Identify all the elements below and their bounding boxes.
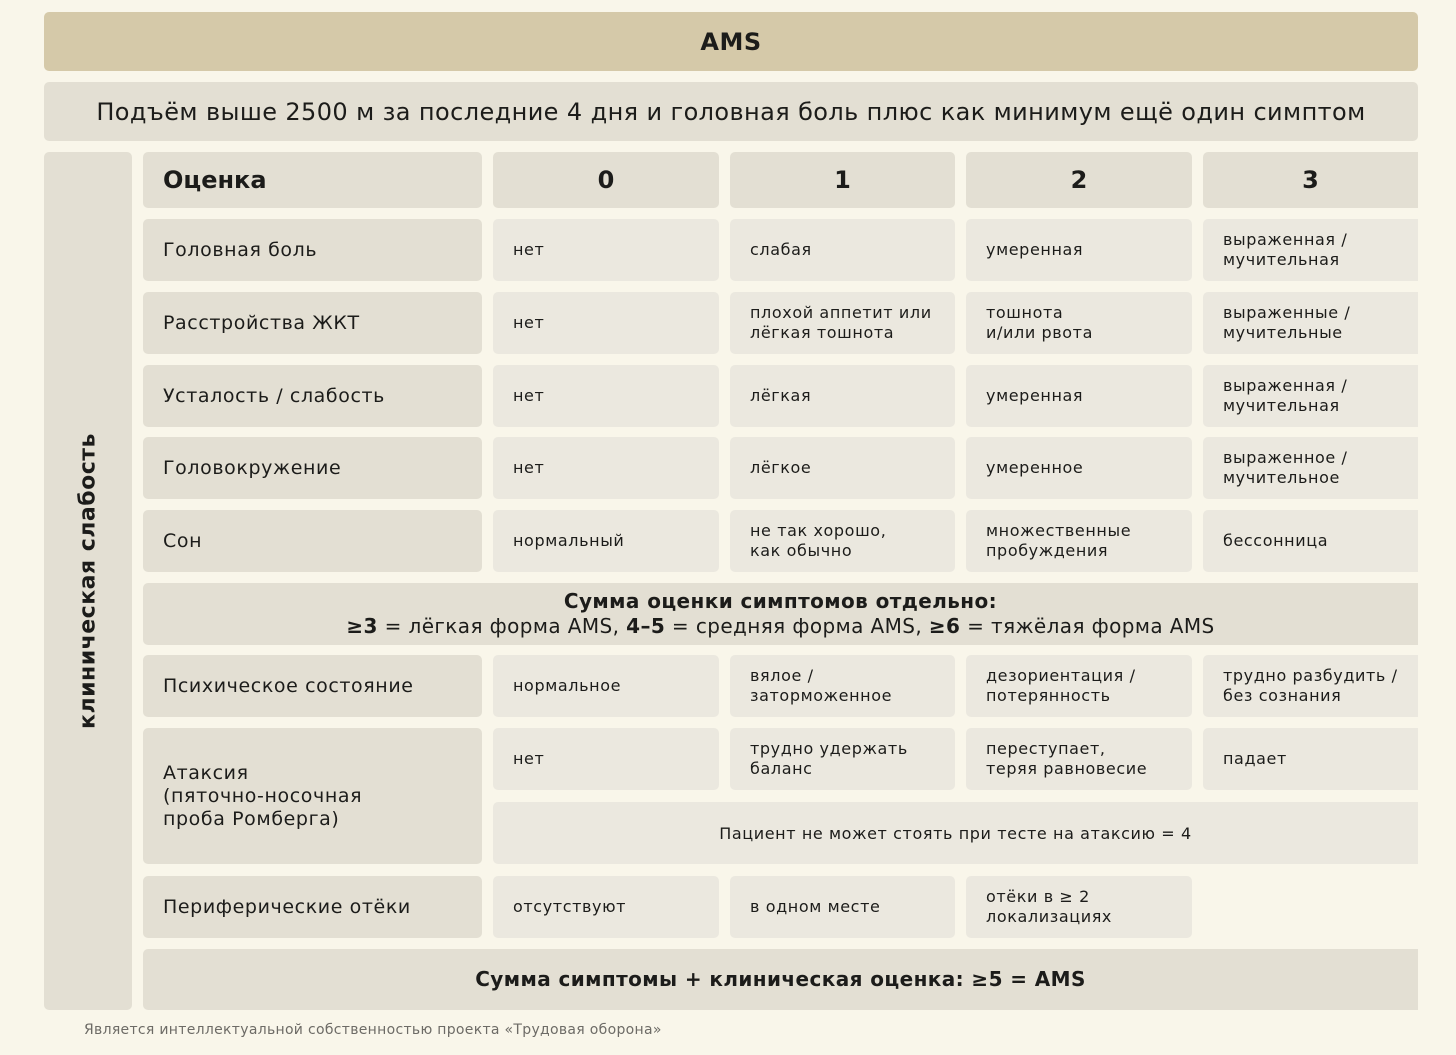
row-label-headache: Головная боль — [143, 219, 482, 281]
header-score-3: 3 — [1203, 152, 1418, 208]
cell-mental-3: трудно разбудить / без сознания — [1203, 655, 1418, 717]
cell-dizziness-0: нет — [493, 437, 719, 499]
cell-headache-3: выраженная / мучительная — [1203, 219, 1418, 281]
row-label-mental-state: Психическое состояние — [143, 655, 482, 717]
side-label-text: клиническая слабость — [75, 433, 101, 729]
page-title: AMS — [44, 12, 1418, 71]
cell-headache-2: умеренная — [966, 219, 1192, 281]
cell-ataxia-1: трудно удержать баланс — [730, 728, 955, 790]
cell-sleep-0: нормальный — [493, 510, 719, 572]
header-score-0: 0 — [493, 152, 719, 208]
cell-gi-2: тошнота и/или рвота — [966, 292, 1192, 354]
row-label-edema: Периферические отёки — [143, 876, 482, 938]
symptom-sum-banner — [143, 583, 1418, 645]
cell-headache-1: слабая — [730, 219, 955, 281]
row-label-dizziness: Головокружение — [143, 437, 482, 499]
footer-copyright: Является интеллектуальной собственностью проекта «Трудовая оборона» — [84, 1022, 662, 1038]
row-label-fatigue: Усталость / слабость — [143, 365, 482, 427]
row-label-ataxia: Атаксия (пяточно-носочная проба Ромберга) — [143, 728, 482, 864]
header-score-2: 2 — [966, 152, 1192, 208]
side-label-panel — [44, 152, 132, 1010]
cell-sleep-3: бессонница — [1203, 510, 1418, 572]
cell-dizziness-3: выраженное / мучительное — [1203, 437, 1418, 499]
cell-headache-0: нет — [493, 219, 719, 281]
total-score-banner: Сумма симптомы + клиническая оценка: ≥5 = AMS — [143, 949, 1418, 1010]
cell-sleep-1: не так хорошо, как обычно — [730, 510, 955, 572]
cell-gi-0: нет — [493, 292, 719, 354]
row-label-gi: Расстройства ЖКТ — [143, 292, 482, 354]
row-label-sleep: Сон — [143, 510, 482, 572]
header-score-label: Оценка — [143, 152, 482, 208]
cell-fatigue-1: лёгкая — [730, 365, 955, 427]
cell-dizziness-1: лёгкое — [730, 437, 955, 499]
criteria-subtitle: Подъём выше 2500 м за последние 4 дня и головная боль плюс как минимум ещё один симптом — [44, 82, 1418, 141]
cell-ataxia-2: переступает, теряя равновесие — [966, 728, 1192, 790]
cell-gi-3: выраженные / мучительные — [1203, 292, 1418, 354]
symptom-sum-heading: Сумма оценки симптомов отдельно: — [563, 589, 998, 613]
cell-sleep-2: множественные пробуждения — [966, 510, 1192, 572]
cell-fatigue-0: нет — [493, 365, 719, 427]
cell-fatigue-2: умеренная — [966, 365, 1192, 427]
header-score-1: 1 — [730, 152, 955, 208]
symptom-sum-scale: ≥3 = лёгкая форма AMS, 4–5 = средняя форма AMS, ≥6 = тяжёлая форма AMS — [346, 614, 1215, 638]
ataxia-note: Пациент не может стоять при тесте на атаксию = 4 — [493, 802, 1418, 864]
cell-mental-0: нормальное — [493, 655, 719, 717]
cell-ataxia-0: нет — [493, 728, 719, 790]
cell-mental-2: дезориентация / потерянность — [966, 655, 1192, 717]
cell-edema-1: в одном месте — [730, 876, 955, 938]
cell-ataxia-3: падает — [1203, 728, 1418, 790]
cell-edema-2: отёки в ≥ 2 локализациях — [966, 876, 1192, 938]
cell-mental-1: вялое / заторможенное — [730, 655, 955, 717]
cell-edema-0: отсутствуют — [493, 876, 719, 938]
cell-dizziness-2: умеренное — [966, 437, 1192, 499]
cell-gi-1: плохой аппетит или лёгкая тошнота — [730, 292, 955, 354]
cell-fatigue-3: выраженная / мучительная — [1203, 365, 1418, 427]
